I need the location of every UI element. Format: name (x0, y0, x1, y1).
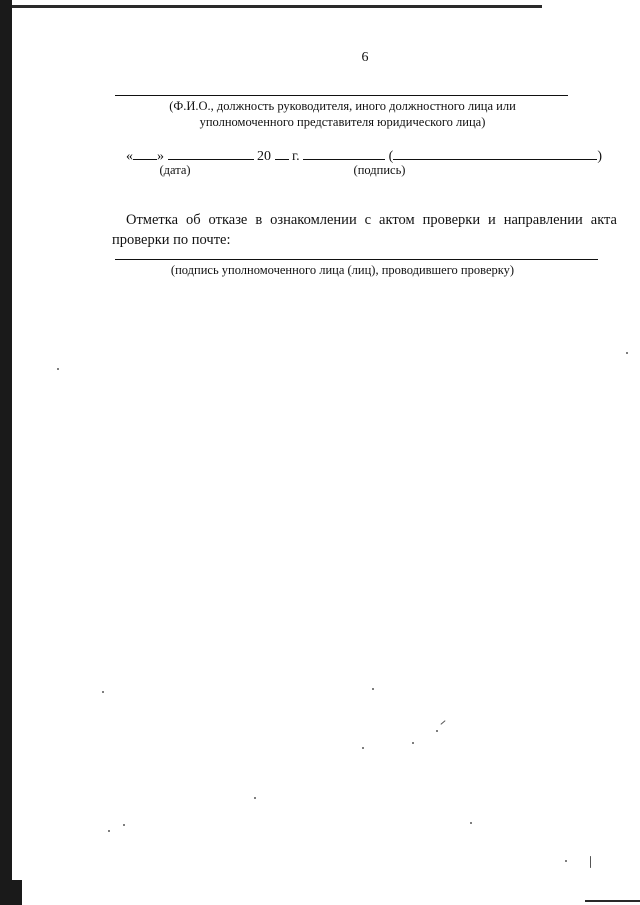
scan-speck (372, 688, 374, 690)
day-field[interactable] (133, 145, 157, 160)
date-caption: (дата) (159, 163, 191, 177)
scan-border-top (12, 5, 542, 8)
close-quote: » (157, 149, 164, 164)
scan-speck (565, 860, 567, 862)
year-field[interactable] (275, 145, 289, 160)
year-prefix: 20 (257, 149, 271, 164)
year-suffix: г. (292, 149, 300, 164)
signature-name-field[interactable] (393, 145, 597, 160)
page-number: 6 (361, 50, 369, 65)
scan-speck (470, 822, 472, 824)
scan-speck (440, 720, 445, 725)
scan-speck (412, 742, 414, 744)
inspector-signature-line[interactable] (115, 259, 598, 260)
scan-border-bottom (585, 900, 640, 902)
inspector-caption: (подпись уполномоченного лица (лиц), проводившего проверку) (170, 263, 515, 277)
scan-speck (362, 747, 364, 749)
scan-speck (108, 830, 110, 832)
scan-speck (123, 824, 125, 826)
scan-border-corner (0, 880, 22, 905)
close-paren: ) (597, 149, 603, 164)
open-quote: « (126, 149, 133, 164)
refusal-note: Отметка об отказе в ознакомлении с актом проверки и направлении акта проверки по почте: (112, 212, 617, 248)
scan-speck (102, 691, 104, 693)
scan-speck (254, 797, 256, 799)
month-field[interactable] (168, 145, 254, 160)
open-paren: ( (388, 149, 394, 164)
scan-speck (436, 730, 438, 732)
official-caption (115, 98, 570, 130)
scan-speck (57, 368, 59, 370)
signature-field[interactable] (303, 145, 385, 160)
official-caption-line-2: уполномоченного представителя юридического лица) (199, 115, 486, 129)
scan-border-left (0, 0, 12, 905)
signature-caption: (подпись) (353, 163, 406, 177)
scan-speck (590, 856, 591, 868)
official-caption-line-1: (Ф.И.О., должность руководителя, иного должностного лица или (169, 99, 516, 113)
official-name-line[interactable] (115, 95, 568, 96)
scan-speck (626, 352, 628, 354)
